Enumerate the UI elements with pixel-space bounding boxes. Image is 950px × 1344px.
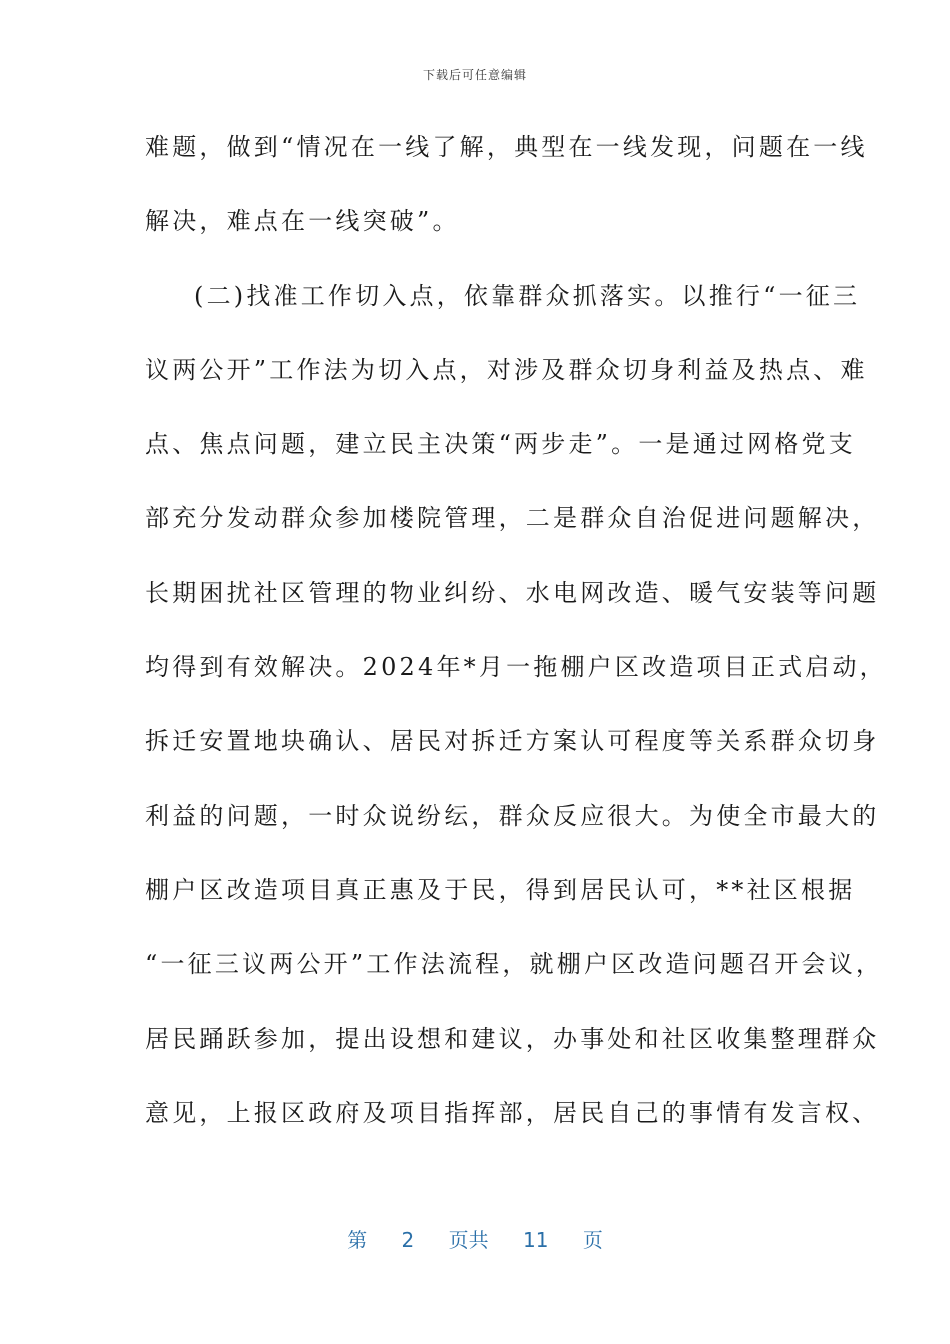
footer-prefix: 第 [347,1228,368,1252]
text-line: 棚户区改造项目真正惠及于民，得到居民认可，**社区根据 [145,875,856,904]
page-footer [0,1224,950,1253]
footer-suffix: 页 [582,1228,603,1252]
text-line: 居民踊跃参加，提出设想和建议，办事处和社区收集整理群众 [145,1024,880,1053]
text-line: 均得到有效解决。2024年*月一拖棚户区改造项目正式启动， [145,653,887,682]
text-line: 拆迁安置地块确认、居民对拆迁方案认可程度等关系群众切身 [145,727,880,756]
text-line: 难题，做到“情况在一线了解，典型在一线发现，问题在一线 [145,133,868,161]
text-line: 解决，难点在一线突破”。 [145,207,460,236]
text-line: 利益的问题，一时众说纷纭，群众反应很大。为使全市最大的 [145,801,880,830]
page-header-note: 下载后可任意编辑 [422,68,527,82]
text-line: 部充分发动群众参加楼院管理，二是群众自治促进问题解决， [145,504,880,533]
section-heading-line: (二)找准工作切入点，依靠群众抓落实。以推行“一征三 [194,281,861,310]
text-line: 意见，上报区政府及项目指挥部，居民自己的事情有发言权、 [145,1098,880,1127]
footer-middle: 页共 [448,1228,489,1252]
text-line: 长期困扰社区管理的物业纠纷、水电网改造、暖气安装等问题 [145,578,880,607]
footer-total-pages: 11 [523,1228,549,1252]
footer-page-number: 2 [401,1228,415,1252]
text-line: “一征三议两公开”工作法流程，就棚户区改造问题召开会议， [145,950,884,979]
text-line: 点、焦点问题，建立民主决策“两步走”。一是通过网格党支 [145,430,856,459]
text-line: 议两公开”工作法为切入点，对涉及群众切身利益及热点、难 [145,355,868,384]
document-body [145,122,887,1162]
